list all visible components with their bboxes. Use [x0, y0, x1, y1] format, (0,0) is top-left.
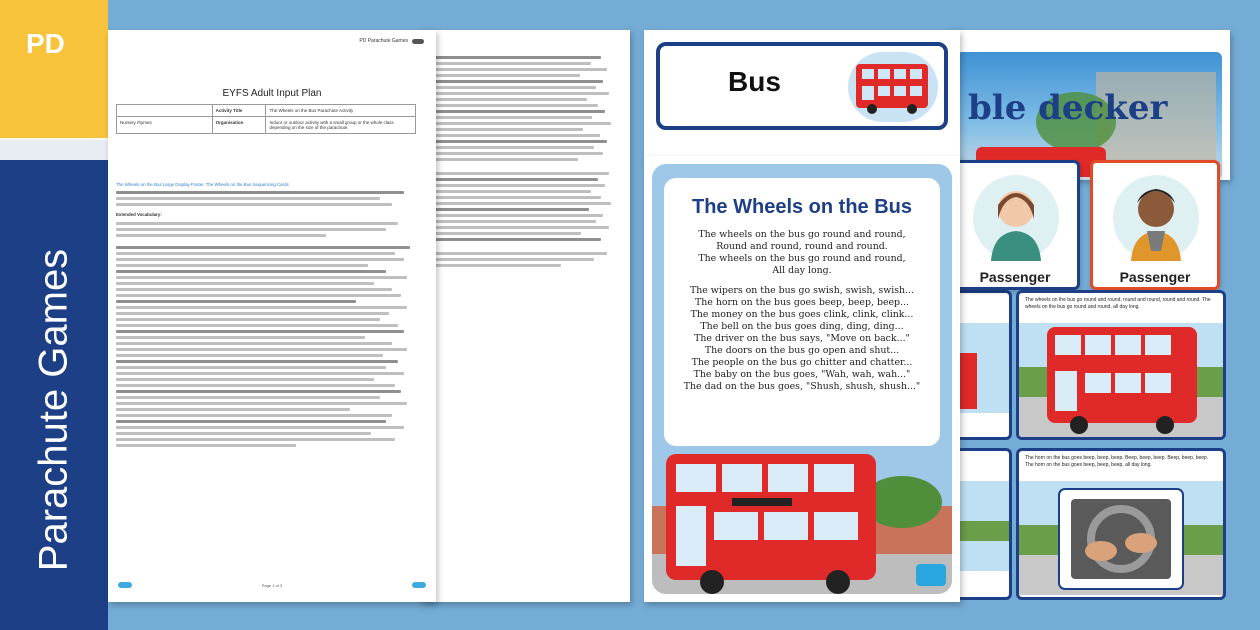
activity-title-label: Activity Title	[212, 105, 266, 117]
double-decker-word-card	[948, 30, 1230, 180]
plan-body	[116, 182, 416, 450]
document-title: EYFS Adult Input Plan	[222, 88, 322, 99]
twinkl-logo-icon	[118, 582, 132, 588]
bus-word: Bus	[728, 66, 781, 97]
twinkl-logo-icon	[412, 582, 426, 588]
sequence-caption: The horn on the bus goes beep, beep, beep. Beep, beep, beep. Beep, beep, beep. The horn on the bus goes beep, beep, beep, all day long.	[1025, 455, 1209, 468]
organisation-value: Indoor or outdoor activity with a small group or the whole class depending on the size of the parachute.	[266, 117, 416, 134]
document-header	[359, 38, 424, 44]
person-illustration	[973, 175, 1059, 261]
organisation-label: Organisation	[212, 117, 266, 134]
poem-line: All day long.	[772, 265, 832, 277]
sequence-card	[1016, 290, 1226, 440]
resource-link[interactable]: The Wheels on the Bus Large Display Poster, The Wheels on the Bus Sequencing Cards	[116, 182, 289, 187]
sequence-card-partial	[952, 290, 1012, 440]
poem-line: The horn on the bus goes beep, beep, beep...	[695, 297, 909, 309]
poem-line: Round and round, round and round.	[716, 241, 888, 253]
document-header-label: PD Parachute Games	[359, 38, 408, 44]
poem-line: The bell on the bus goes ding, ding, ding...	[700, 321, 904, 333]
twinkl-logo-icon	[916, 564, 946, 586]
vocab-label: Extended Vocabulary:	[116, 212, 162, 218]
plan-document-page	[108, 30, 436, 602]
poem-text-panel	[664, 178, 940, 446]
sequence-card-partial	[952, 448, 1012, 600]
poem-line: The doors on the bus go open and shut...	[704, 345, 900, 357]
activity-title-value: The Wheels on the Bus Parachute Activity	[266, 105, 416, 117]
document-header-pill	[412, 39, 424, 44]
document-footer	[108, 582, 436, 588]
poem-stanza-2	[664, 285, 940, 393]
person-illustration	[1113, 175, 1199, 261]
double-decker-bus-illustration	[652, 446, 952, 594]
sequence-card	[1016, 448, 1226, 600]
poem-title: The Wheels on the Bus	[691, 196, 913, 218]
plan-table	[116, 104, 416, 134]
poem-line: The wipers on the bus go swish, swish, swish...	[689, 285, 915, 297]
passenger-card	[950, 160, 1080, 290]
poem-frame	[652, 164, 952, 594]
plan-document-page-2	[420, 30, 630, 602]
bus-word-card	[644, 30, 960, 160]
table-cell	[117, 105, 213, 117]
bus-word-frame	[656, 42, 948, 130]
passenger-label: Passenger	[1119, 269, 1191, 285]
passenger-label: Passenger	[979, 269, 1051, 285]
poem-stanza-1	[664, 229, 940, 277]
poem-line: The baby on the bus goes, "Wah, wah, wah..."	[693, 369, 911, 381]
area-label: Nursery rhymes	[117, 117, 213, 134]
poem-line: The people on the bus go chitter and chatter...	[691, 357, 913, 369]
bus-icon	[854, 60, 930, 114]
band-stripe	[0, 138, 108, 160]
poem-poster-card	[644, 156, 960, 602]
poem-line: The dad on the bus goes, "Shush, shush, shush..."	[683, 381, 921, 393]
steering-wheel-scene-illustration	[1019, 481, 1223, 595]
poem-line: The money on the bus goes clink, clink, clink...	[690, 309, 914, 321]
sequence-caption: The wheels on the bus go round and round, round and round, round and round. The wheels on the bus go round and round, all day long.	[1025, 297, 1211, 310]
poem-line: The driver on the bus says, "Move on back..."	[694, 333, 910, 345]
pd-badge-label: PD	[26, 28, 65, 59]
double-decker-word: ble decker	[968, 88, 1168, 128]
page-number: Page 1 of 3	[261, 582, 283, 588]
poem-line: The wheels on the bus go round and round,	[698, 229, 906, 240]
passenger-card	[1090, 160, 1220, 290]
resource-title: Parachute Games	[31, 248, 76, 572]
bus-scene-illustration	[1019, 323, 1223, 437]
poem-line: The wheels on the bus go round and round,	[698, 253, 906, 265]
pd-badge	[0, 0, 108, 140]
